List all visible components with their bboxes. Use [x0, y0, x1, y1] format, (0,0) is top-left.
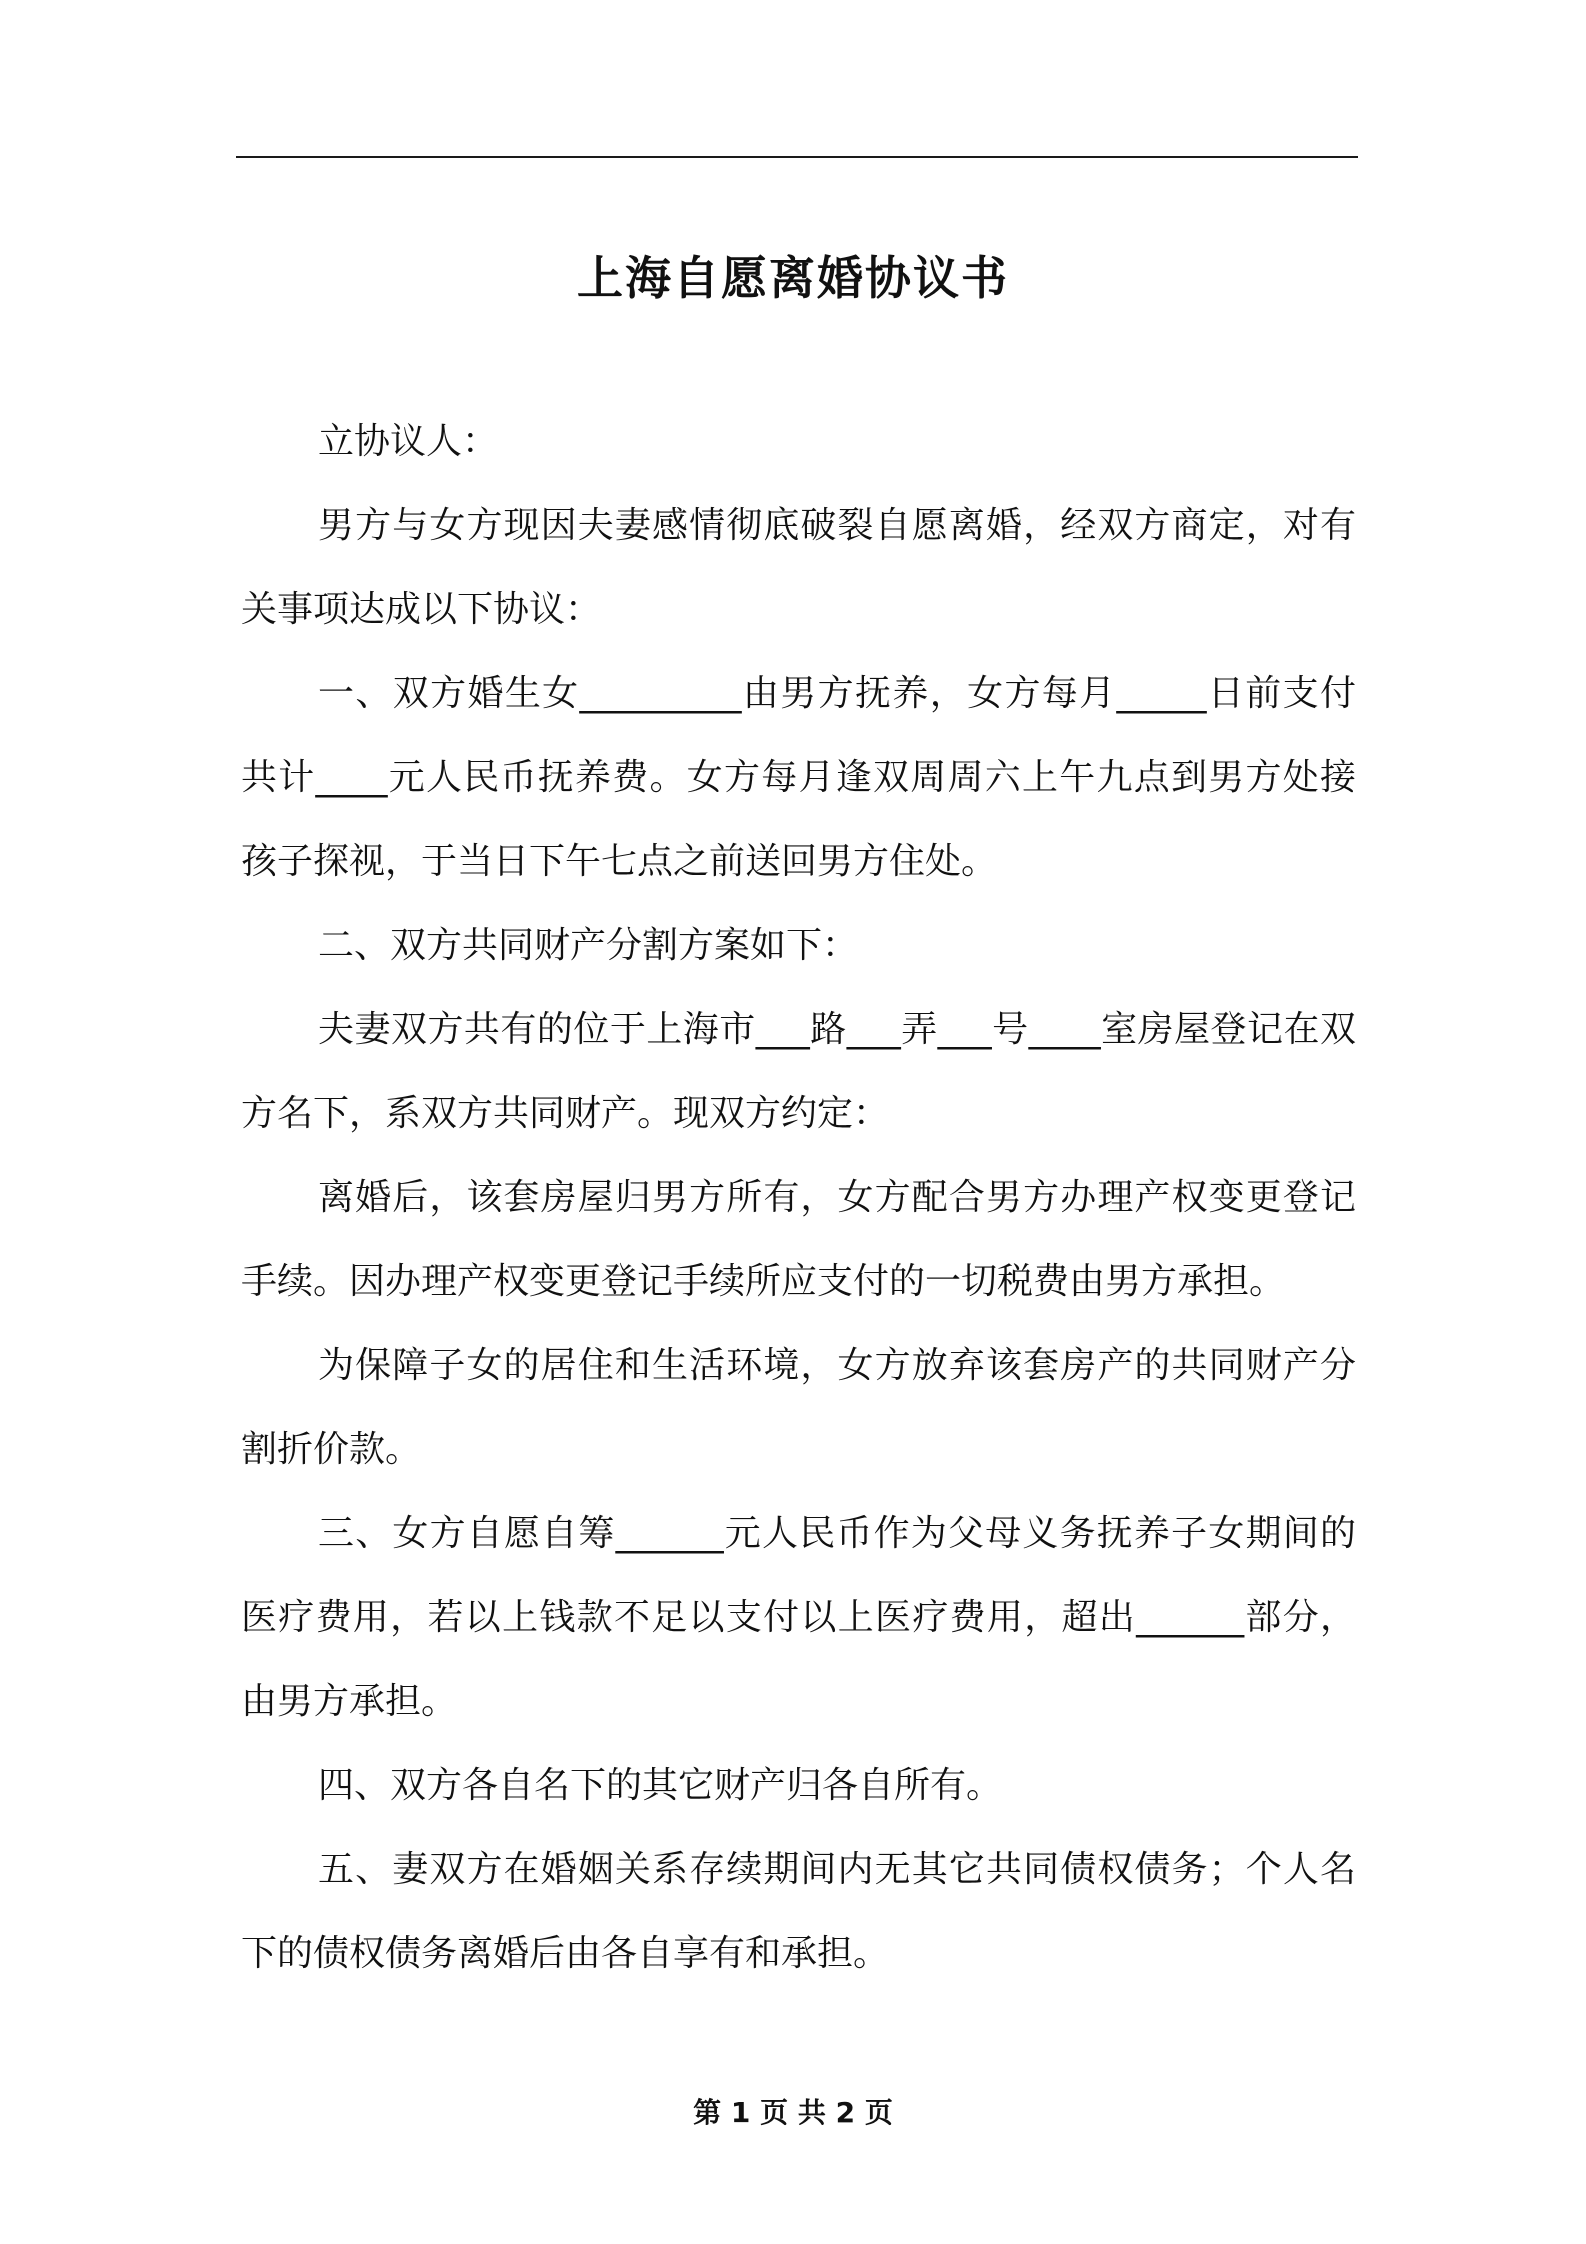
paragraph-clause-3-medical: 三、女方自愿自筹______元人民币作为父母义务抚养子女期间的医疗费用，若以上钱款不足以支付以上医疗费用，超出______部分，由男方承担。 — [241, 1513, 1356, 1722]
header-rule — [236, 156, 1358, 158]
page-number-footer: 第 1 页 共 2 页 — [693, 2096, 893, 2129]
paragraph-parties: 立协议人： — [318, 421, 499, 462]
paragraph-clause-2-heading: 二、双方共同财产分割方案如下： — [318, 925, 859, 966]
paragraph-clause-4-other-property: 四、双方各自名下的其它财产归各自所有。 — [318, 1765, 1003, 1806]
paragraph-property-ownership: 离婚后，该套房屋归男方所有，女方配合男方办理产权变更登记手续。因办理产权变更登记手续所应支付的一切税费由男方承担。 — [241, 1177, 1356, 1302]
paragraph-property-waiver: 为保障子女的居住和生活环境，女方放弃该套房产的共同财产分割折价款。 — [241, 1345, 1356, 1470]
paragraph-clause-5-debts: 五、妻双方在婚姻关系存续期间内无其它共同债权债务；个人名下的债权债务离婚后由各自享有和承担。 — [241, 1849, 1356, 1974]
paragraph-preamble: 男方与女方现因夫妻感情彻底破裂自愿离婚，经双方商定，对有关事项达成以下协议： — [241, 505, 1356, 630]
paragraph-clause-1-child-custody: 一、双方婚生女_________由男方抚养，女方每月_____日前支付共计____元人民币抚养费。女方每月逢双周周六上午九点到男方处接孩子探视，于当日下午七点之前送回男方住处。 — [241, 673, 1356, 882]
document-title: 上海自愿离婚协议书 — [577, 250, 1009, 305]
paragraph-property-location: 夫妻双方共有的位于上海市___路___弄___号____室房屋登记在双方名下，系双方共同财产。现双方约定： — [241, 1009, 1356, 1134]
